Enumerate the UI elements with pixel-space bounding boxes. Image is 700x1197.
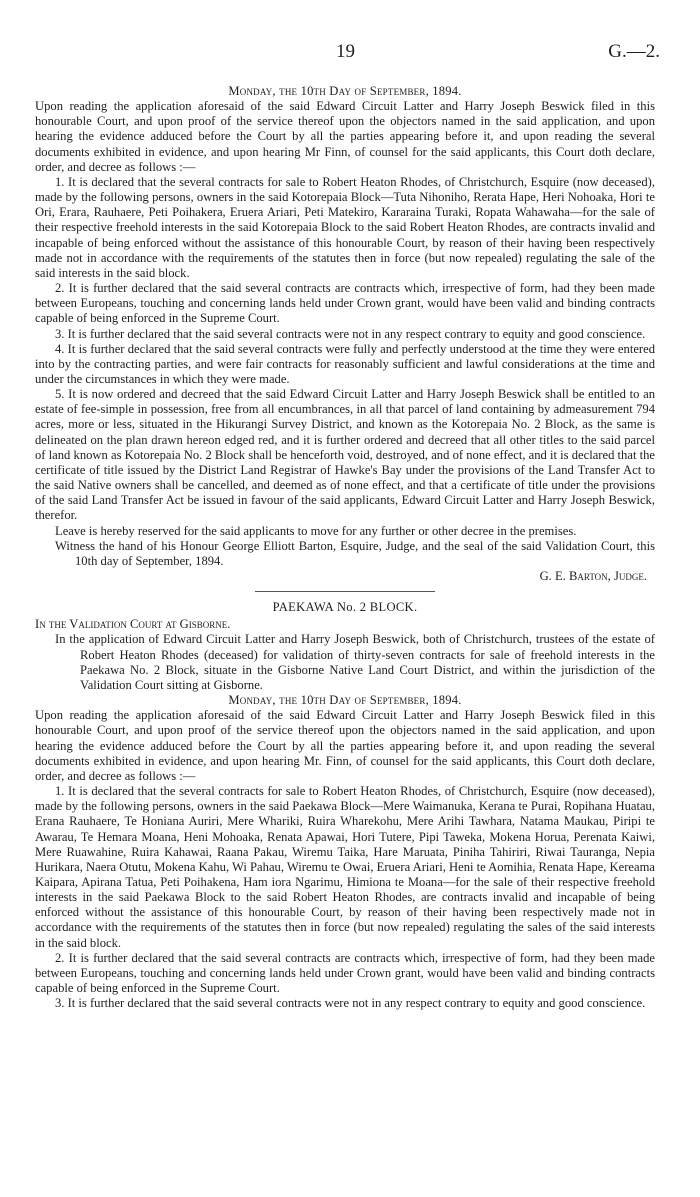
application-paragraph: In the application of Edward Circuit Latter and Harry Joseph Beswick, both of Christchurch, trustees of the estate of Robert Heaton Rhodes (deceased) for validation of thirty-seven contracts for sale of freehold interests in the Paekawa No. 2 Block, situate in the Gisborne Native Land Court District, and within the jurisdiction of the Validation Court sitting at Gisborne. — [55, 632, 655, 692]
date-line: Monday, the 10th Day of September, 1894. — [228, 84, 462, 98]
decree-item-3: 3. It is further declared that the said several contracts were not in any respect contrary to equity and good conscience. — [55, 996, 646, 1011]
decree-item-4: 4. It is further declared that the said several contracts were fully and perfectly understood at the time they were entered into by the contracting parties, and were fair contracts for reasonably sufficient and lawful considerations at the time and under the circumstances in which they were made. — [35, 341, 655, 386]
decree-item-1: 1. It is declared that the several contracts for sale to Robert Heaton Rhodes, of Christchurch, Esquire (now deceased), made by the following persons, owners in the said Kotorepaia Block—Tuta Nihoniho, Rerata Hape, Heri Nohoaka, Hori te Ori, Erara, Rauhaere, Peti Poihakera, Eruera Ariari, Peti Matekiro, Kararaina Turaki, Ropata Wahawaha—for the sale of their respective freehold interests in the said Kotorepaia Block to the said Robert Heaton Rhodes, are contracts invalid and incapable of being enforced without the assistance of this honourable Court, by reason of their having been respectively made not in accordance with the requirements of the statutes then in force (but now repealed) regulating the sale of the said interests in the said block. — [35, 174, 655, 280]
block-title: PAEKAWA No. 2 BLOCK. — [272, 600, 418, 615]
decree-item-3: 3. It is further declared that the said several contracts were not in any respect contrary to equity and good conscience. — [55, 326, 646, 341]
document-reference: G.—2. — [608, 41, 660, 62]
decree-item-5: 5. It is now ordered and decreed that the said Edward Circuit Latter and Harry Joseph Beswick shall be entitled to an estate of fee-simple in possession, free from all encumbrances, in all that parcel of land containing by admeasurement 794 acres, more or less, situated in the Hikurangi Survey District, and known as the Kotorepaia No. 2 Block, as the same is delineated on the plan drawn hereon edged red, and it is further ordered and decreed that all other titles to the said parcel of land known as Kotorepaia No. 2 Block shall be henceforth void, destroyed, and of none effect, and it is declared that the certificate of title issued by the District Land Registrar of Hawke's Bay under the provisions of the Land Transfer Act to the said Native owners shall be cancelled, and deemed as of none effect, and that a certificate of title under the provisions of the said Land Transfer Act be issued in favour of the said applicants, Edward Circuit Latter and Harry Joseph Beswick, therefor. — [35, 387, 655, 523]
kotorepaia-decree-section — [35, 84, 655, 1011]
decree-item-2: 2. It is further declared that the said several contracts are contracts which, irrespective of form, had they been made between Europeans, touching and concerning lands held under Crown grant, would have been valid and binding contracts capable of being enforced in the Supreme Court. — [35, 950, 655, 996]
court-name: In the Validation Court at Gisborne. — [35, 617, 231, 632]
section-divider — [255, 591, 435, 592]
intro-paragraph: Upon reading the application aforesaid of the said Edward Circuit Latter and Harry Joseph Beswick filed in this honourable Court, and upon proof of the service thereof upon the objectors named in the said application, and upon hearing the evidence adduced before the Court by all the parties appearing before it, and upon reading the several documents exhibited in evidence, and upon hearing Mr Finn, of counsel for the said applicants, this Court doth declare, order, and decree as follows :— — [35, 99, 655, 174]
page-header — [0, 41, 700, 68]
decree-item-1: 1. It is declared that the several contracts for sale to Robert Heaton Rhodes, of Christchurch, Esquire (now deceased), made by the following persons, owners in the said Paekawa Block—Mere Waimanuka, Kerana te Purai, Ropihana Huatau, Erana Rauhaere, Te Honiana Auriri, Mere Whariki, Ruira Wharekohu, Mere Arihi Tawhara, Natama Maukau, Piripi te Awarau, Te Hemara Moana, Heni Mohoaka, Renata Apawai, Hori Tutere, Pipi Taweka, Mokena Horua, Perenata Kaiwi, Mere Ruawahine, Ruira Kahawai, Raana Pakau, Wiremu Taika, Hare Maruata, Piniha Tahiriri, Riwai Tauranga, Nepia Hurikara, Naera Otutu, Mokena Kahu, Wi Pahau, Wiremu te Owai, Eruera Ariari, Heni te Aomihia, Renata Hape, Kereama Kaipara, Apirana Tatua, Peti Poihakena, Ham iora Ngarimu, Himiona te Moana—for the sale of their respective freehold interests in the said Paekawa Block to the said Robert Heaton Rhodes, are contracts invalid and incapable of being enforced without the assistance of this honourable Court, by reason of their having been respectively made not in accordance with the requirements of the statutes then in force (but now repealed) regulating the sales of the said interests in the said block. — [35, 784, 655, 950]
judge-signature: G. E. Barton, Judge. — [539, 569, 647, 583]
page-number: 19 — [336, 41, 355, 62]
date-line: Monday, the 10th Day of September, 1894. — [228, 693, 462, 708]
witness-paragraph: Witness the hand of his Honour George Elliott Barton, Esquire, Judge, and the seal of the said Validation Court, this 10th day of September, 1894. — [55, 538, 655, 568]
leave-reserved-paragraph: Leave is hereby reserved for the said applicants to move for any further or other decree in the premises. — [55, 523, 577, 538]
decree-item-2: 2. It is further declared that the said several contracts are contracts which, irrespective of form, had they been made between Europeans, touching and concerning lands held under Crown grant, would have been valid and binding contracts capable of being enforced in the Supreme Court. — [35, 281, 655, 326]
intro-paragraph: Upon reading the application aforesaid of the said Edward Circuit Latter and Harry Joseph Beswick filed in this honourable Court, and upon proof of the service thereof upon the objectors named in the said application, and upon hearing the evidence adduced before the Court by all the parties appearing before it, and upon reading the several documents exhibited in evidence, and upon hearing Mr. Finn, of counsel for the said applicants, this Court doth declare, order, and decree as follows :— — [35, 708, 655, 783]
